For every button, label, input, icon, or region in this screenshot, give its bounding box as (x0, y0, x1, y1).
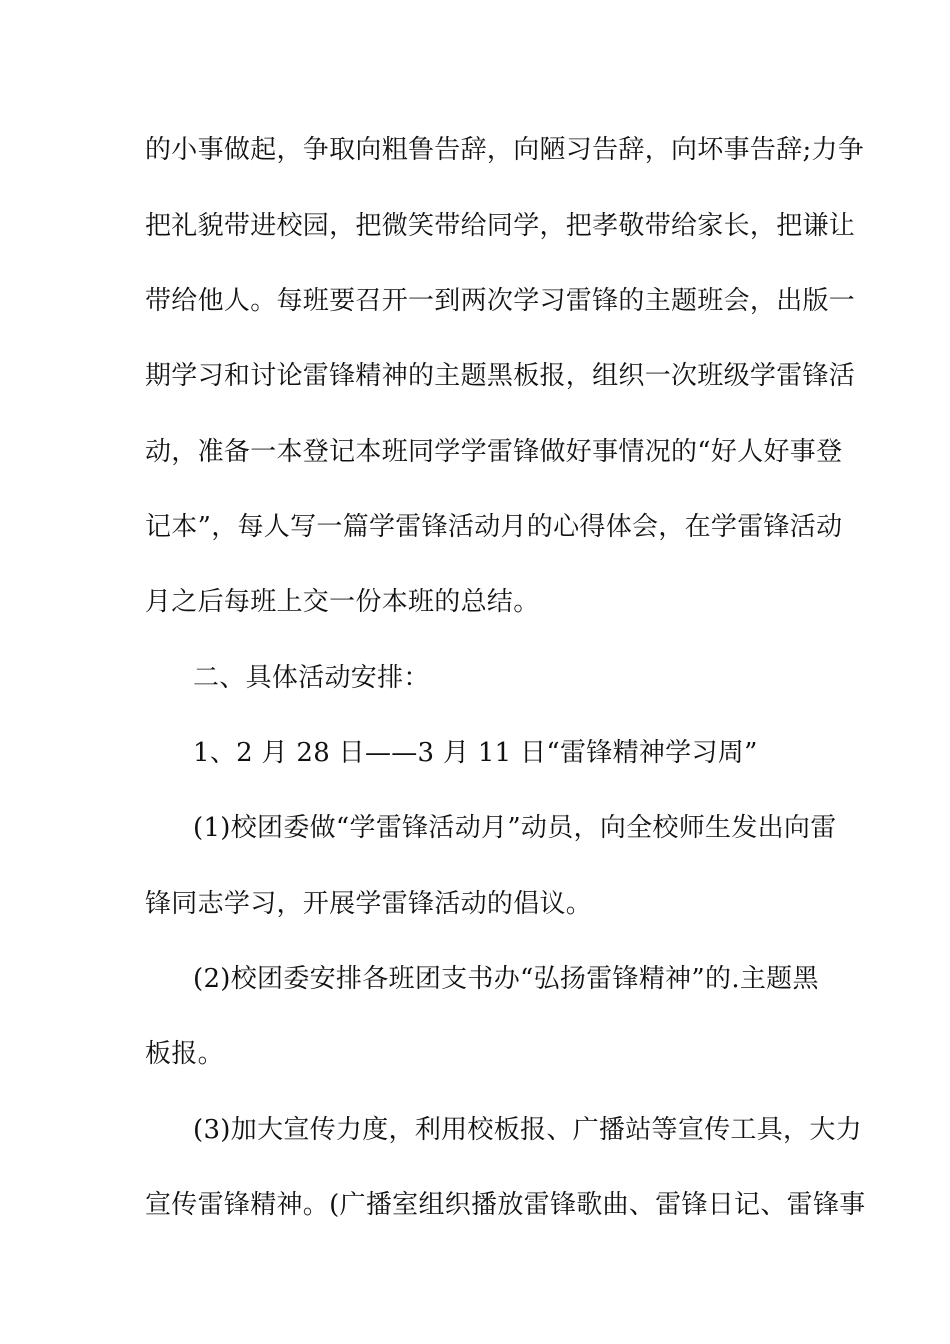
section-heading: 二、具体活动安排： (193, 663, 430, 693)
paragraph-line: 宣传雷锋精神。(广播室组织播放雷锋歌曲、雷锋日记、雷锋事 (145, 1190, 866, 1220)
paragraph-line: 记本”，每人写一篇学雷锋活动月的心得体会，在学雷锋活动 (145, 512, 843, 542)
paragraph-line: 的小事做起，争取向粗鲁告辞，向陋习告辞，向坏事告辞;力争 (145, 135, 865, 165)
paragraph-line: 板报。 (145, 1039, 224, 1069)
paragraph-line: 动，准备一本登记本班同学学雷锋做好事情况的“好人好事登 (145, 437, 843, 467)
paragraph-line: 锋同志学习，开展学雷锋活动的倡议。 (145, 889, 593, 919)
paragraph-line: (2)校团委安排各班团支书办“弘扬雷锋精神”的.主题黑 (193, 964, 819, 994)
paragraph-line: 期学习和讨论雷锋精神的主题黑板报，组织一次班级学雷锋活 (145, 361, 856, 391)
paragraph-line: (3)加大宣传力度，利用校板报、广播站等宣传工具，大力 (193, 1115, 862, 1145)
paragraph-line: (1)校团委做“学雷锋活动月”动员，向全校师生发出向雷 (193, 813, 837, 843)
subsection-heading: 1、2 月 28 日——3 月 11 日“雷锋精神学习周” (193, 738, 758, 768)
paragraph-line: 把礼貌带进校园，把微笑带给同学，把孝敬带给家长，把谦让 (145, 211, 856, 241)
paragraph-line: 带给他人。每班要召开一到两次学习雷锋的主题班会，出版一 (145, 286, 856, 316)
paragraph-line: 月之后每班上交一份本班的总结。 (145, 587, 540, 617)
